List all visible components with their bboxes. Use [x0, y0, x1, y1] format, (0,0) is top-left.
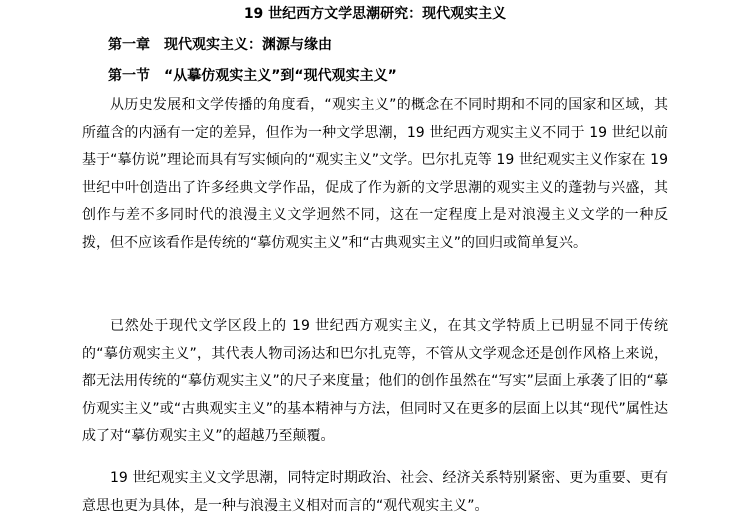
paragraph-2: 已然处于现代文学区段上的 19 世纪西方观实主义，在其文学特质上已明显不同于传统的“摹仿观实主义”，其代表人物司汤达和巴尔扎克等，不管从文学观念还是创作风格上来说，都无法用传统的“摹仿观实主义”的尺子来度量；他们的创作虽然在“写实”层面上承袭了旧的“摹仿观实主义”或“古典观实主义”的基本精神与方法，但同时又在更多的层面上以其“现代”属性达成了对“摹仿观实主义”的超越乃至颠覆。: [82, 318, 668, 445]
paragraph-3: 19 世纪观实主义文学思潮，同特定时期政治、社会、经济关系特别紧密、更为重要、更有意思也更为具体，是一种与浪漫主义相对而言的“观代观实主义”。: [82, 470, 668, 514]
chapter-heading: 第一章 现代观实主义：渊源与缘由: [108, 37, 332, 53]
paragraph-1: 从历史发展和文学传播的角度看，“观实主义”的概念在不同时期和不同的国家和区域，其所蕴含的内涵有一定的差异，但作为一种文学思潮，19 世纪西方观实主义不同于 19 世纪以前基于“摹仿说”理论而具有写实倾向的“观实主义”文学。巴尔扎克等 19 世纪观实主义作家在 19 世纪中叶创造出了许多经典文学作品，促成了作为新的文学思潮的观实主义的蓬勃与兴盛，其创作与差不多同时代的浪漫主义文学迥然不同，这在一定程度上是对浪漫主义文学的一种反拨，但不应该看作是传统的“摹仿观实主义”和“古典观实主义”的回归或简单复兴。: [82, 97, 668, 251]
document-title: 19 世纪西方文学思潮研究：现代观实主义: [243, 6, 507, 22]
section-heading: 第一节 “从摹仿观实主义”到“现代观实主义”: [108, 68, 397, 84]
